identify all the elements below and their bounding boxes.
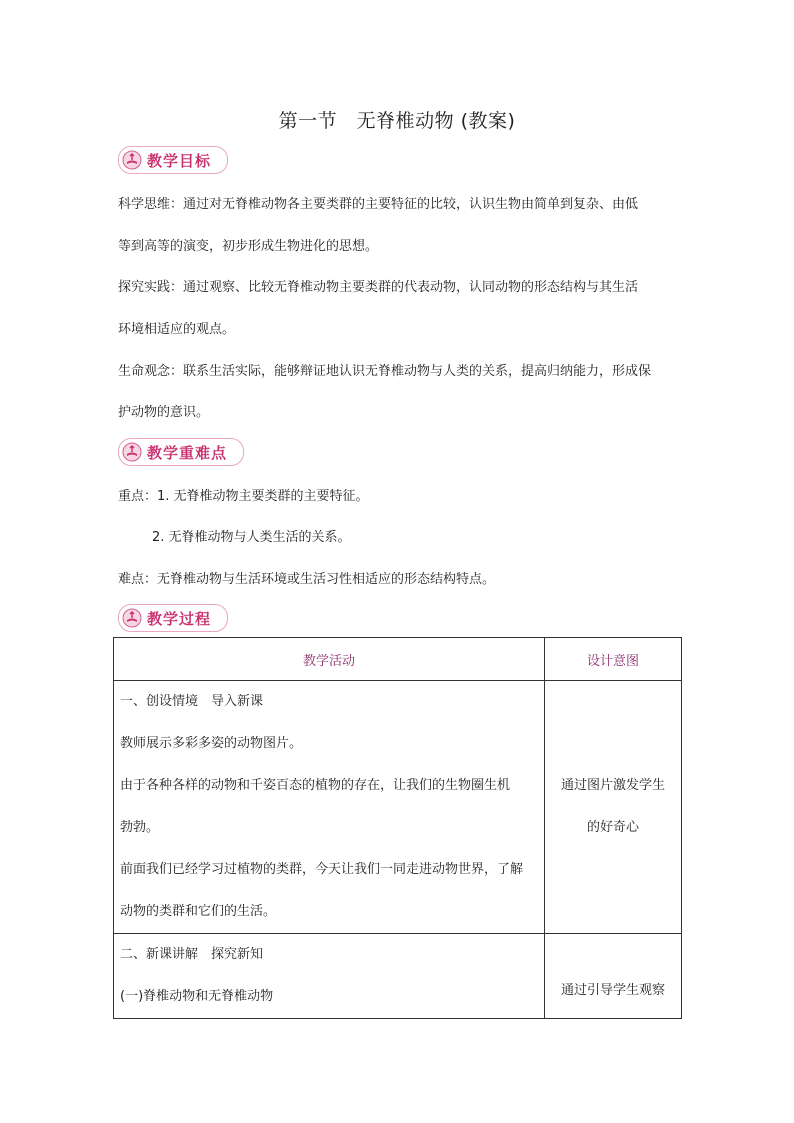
hand-book-icon	[119, 439, 145, 465]
activity-cell	[114, 934, 545, 1019]
key-point-line: 难点：无脊椎动物与生活环境或生活习性相适应的形态结构特点。	[118, 572, 496, 587]
goal-line: 探究实践：通过观察、比较无脊椎动物主要类群的代表动物，认同动物的形态结构与其生活	[118, 280, 639, 295]
table-header-row	[114, 638, 682, 681]
activity-line: 前面我们已经学习过植物的类群，今天让我们一同走进动物世界，了解	[120, 862, 524, 877]
table-row	[114, 934, 682, 1019]
activity-line: 一、创设情境 导入新课	[120, 694, 264, 709]
section-title: 教学重难点	[147, 443, 228, 462]
key-point-line: 重点：1. 无脊椎动物主要类群的主要特征。	[118, 489, 369, 504]
activity-cell	[114, 681, 545, 934]
hand-book-icon	[119, 147, 145, 173]
goal-line: 环境相适应的观点。	[118, 322, 236, 337]
goal-line: 护动物的意识。	[118, 405, 210, 420]
section-badge-goals	[118, 146, 228, 174]
goal-line: 科学思维：通过对无脊椎动物各主要类群的主要特征的比较，认识生物由简单到复杂、由低	[118, 197, 639, 212]
activity-line: 教师展示多彩多姿的动物图片。	[120, 736, 303, 751]
header-intent: 设计意图	[545, 638, 682, 681]
activity-line: (一)脊椎动物和无脊椎动物	[120, 989, 274, 1004]
goal-line: 等到高等的演变，初步形成生物进化的思想。	[118, 239, 379, 254]
activity-line: 二、新课讲解 探究新知	[120, 947, 264, 962]
intent-line: 通过图片激发学生	[560, 778, 665, 793]
header-activity: 教学活动	[114, 638, 545, 681]
intent-cell	[545, 934, 682, 1019]
intent-line: 通过引导学生观察	[560, 983, 665, 998]
hand-book-icon	[119, 605, 145, 631]
table-row	[114, 681, 682, 934]
document-title: 第一节 无脊椎动物 (教案)	[278, 110, 516, 132]
section-title: 教学过程	[147, 609, 212, 628]
activity-line: 勃勃。	[120, 820, 160, 835]
activity-line: 动物的类群和它们的生活。	[120, 904, 277, 919]
goal-line: 生命观念：联系生活实际，能够辩证地认识无脊椎动物与人类的关系，提高归纳能力，形成保	[118, 364, 652, 379]
activity-line: 由于各种各样的动物和千姿百态的植物的存在，让我们的生物圈生机	[120, 778, 511, 793]
section-badge-key-points	[118, 438, 244, 466]
intent-line: 的好奇心	[586, 820, 639, 835]
key-point-line: 2. 无脊椎动物与人类生活的关系。	[152, 530, 351, 545]
section-title: 教学目标	[147, 151, 212, 170]
section-badge-process	[118, 604, 228, 632]
intent-cell	[545, 681, 682, 934]
process-table	[113, 637, 682, 1019]
